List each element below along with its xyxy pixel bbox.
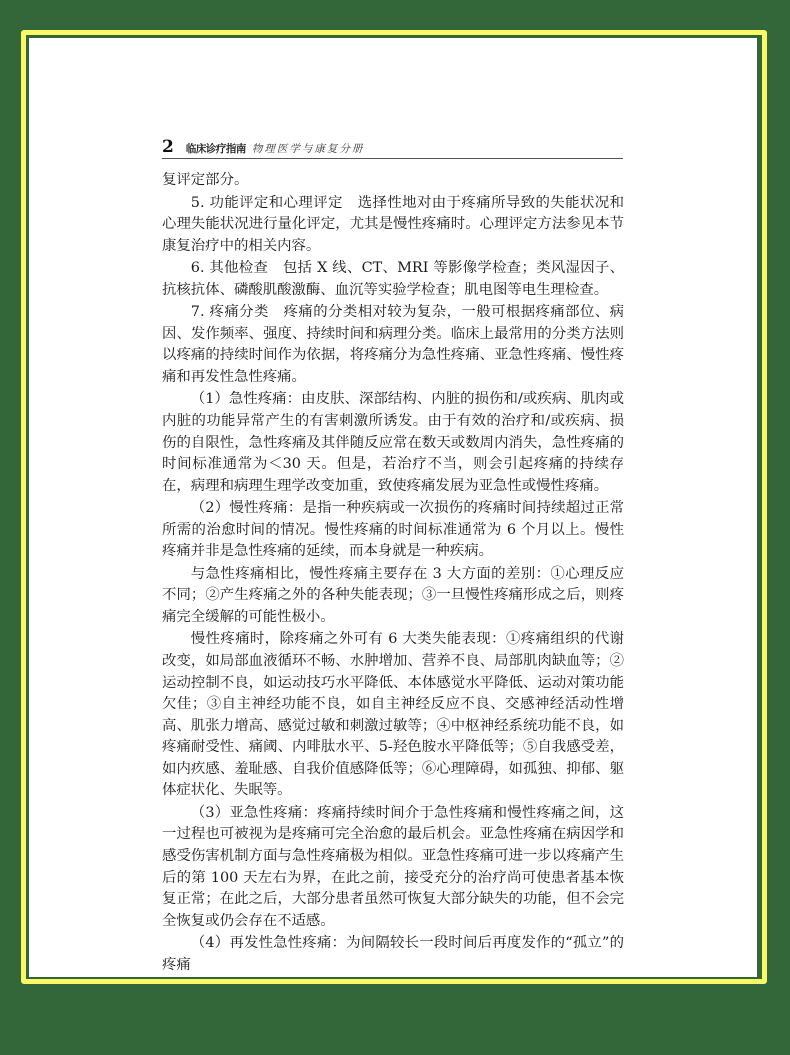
body-text <box>162 170 624 976</box>
paragraph-subacute-pain: （3）亚急性疼痛：疼痛持续时间介于急性疼痛和慢性疼痛之间，这一过程也可被视为是疼痛可完全治愈的最后机会。亚急性疼痛在病因学和感受伤害机制方面与急性疼痛极为相似。亚急性疼痛可进一步以疼痛产生后的第 100 天左右为界，在此之前，接受充分的治疗尚可使患者基本恢复正常；在此之后，大部分患者虽然可恢复大部分缺失的功能，但不会完全恢复或仍会存在不适感。 <box>162 804 624 929</box>
paragraph-pain-classification: 7. 疼痛分类 疼痛的分类相对较为复杂，一般可根据疼痛部位、病因、发作频率、强度、持续时间和病理分类。临床上最常用的分类方法则以疼痛的持续时间作为依据，将疼痛分为急性疼痛、亚急性疼痛、慢性疼痛和再发性急性疼痛。 <box>162 304 624 385</box>
paragraph-chronic-vs-acute: 与急性疼痛相比，慢性疼痛主要存在 3 大方面的差别：①心理反应不同；②产生疼痛之外的各种失能表现；③一旦慢性疼痛形成之后，则疼痛完全缓解的可能性极小。 <box>162 565 624 625</box>
book-page <box>29 38 757 977</box>
series-title: 临床诊疗指南 <box>185 143 246 155</box>
paragraph-acute-pain: （1）急性疼痛：由皮肤、深部结构、内脏的损伤和/或疾病、肌肉或内脏的功能异常产生的有害刺激所诱发。由于有效的治疗和/或疾病、损伤的自限性，急性疼痛及其伴随反应常在数天或数周内消失，急性疼痛的时间标准通常为＜30 天。但是，若治疗不当，则会引起疼痛的持续存在，病理和病理生理学改变加重，致使疼痛发展为亚急性或慢性疼痛。 <box>162 391 624 494</box>
paragraph-recurrent-acute-pain: （4）再发性急性疼痛：为间隔较长一段时间后再度发作的“孤立”的疼痛 <box>162 935 624 973</box>
paragraph-chronic-disabilities: 慢性疼痛时，除疼痛之外可有 6 大类失能表现：①疼痛组织的代谢改变，如局部血液循环不畅、水肿增加、营养不良、局部肌肉缺血等；②运动控制不良，如运动技巧水平降低、本体感觉水平降低、运动对策功能欠佳；③自主神经功能不良，如自主神经反应不良、交感神经活动性增高、肌张力增高、感觉过敏和刺激过敏等；④中枢神经系统功能不良，如疼痛耐受性、痛阈、内啡肽水平、5-羟色胺水平降低等；⑤自我感受差，如内疚感、羞耻感、自我价值感降低等；⑥心理障碍，如孤独、抑郁、躯体症状化、失眠等。 <box>162 631 624 799</box>
volume-title: 物理医学与康复分册 <box>251 143 365 155</box>
paragraph: 复评定部分。 <box>162 172 249 188</box>
running-header <box>162 138 623 159</box>
paragraph-chronic-pain: （2）慢性疼痛：是指一种疾病或一次损伤的疼痛时间持续超过正常所需的治愈时间的情况。慢性疼痛的时间标准通常为 6 个月以上。慢性疼痛并非是急性疼痛的延续，而本身就是一种疾病。 <box>162 500 624 560</box>
paragraph-other-exams: 6. 其他检查 包括 X 线、CT、MRI 等影像学检查；类风湿因子、抗核抗体、磷酸肌酸激酶、血沉等实验学检查；肌电图等电生理检查。 <box>162 260 624 298</box>
paragraph-functional-assessment: 5. 功能评定和心理评定 选择性地对由于疼痛所导致的失能状况和心理失能状况进行量化评定，尤其是慢性疼痛时。心理评定方法参见本节康复治疗中的相关内容。 <box>162 194 624 254</box>
page-number: 2 <box>162 137 174 157</box>
